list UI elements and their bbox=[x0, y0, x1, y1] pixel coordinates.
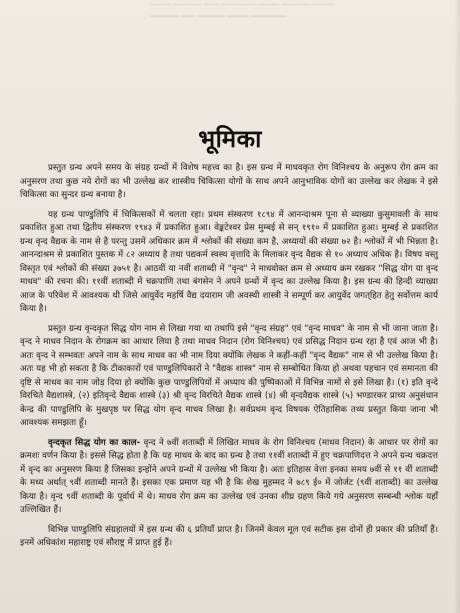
section-text: वृन्द ने ७वीं शताब्दी में लिखित माधव के रोग विनिश्चय (माधव निदान) के आधार पर रोगों का क्रमशः वर्णन किया है। इससे सिद्ध होता है कि यह माधव के बाद का ग्रन्थ है तथा ११वीं शताब्दी में हुए चक्रपाणिदत्त ने अपने ग्रन्थ चक्रदत्त में वृन्द का अनुसरण किया है जिसका इन्होंने अपने ग्रन्थों में उल्लेख भी किया है। अतः इतिहास वेत्ता इनका समय ७वीं से ११ वीं शताब्दी के मध्य अर्थात् ९वीं शताब्दी मानते हैं। इसका एक प्रमाण यह भी है कि शेख मुहम्मद ने ७८९ ई० में जोर्जट (९वीं शताब्दी) का उल्लेख किया है। वृन्द ९वीं शताब्दी के पूर्वार्ध में थे। माधव रोग क्रम का उल्लेख एवं उनका शीघ्र ग्रहण किये गये अनुसरण सम्बन्धी श्लोक यहाँ उल्लिखित हैं। bbox=[20, 437, 438, 515]
paragraph-manuscripts: विभिन्न पाण्डुलिपि संग्रहालयों में इस ग्रन्थ की ६ प्रतियाँ प्राप्त है। जिनमें केवल मूल एवं सटीक इस दोनों ही प्रकार की प्रतियाँ हैं। इनमें अधिकांश महाराष्ट्र एवं सौराष्ट्र में प्राप्त हुई हैं। bbox=[20, 524, 438, 548]
paragraph-naming: प्रस्तुत ग्रन्थ वृन्दकृत सिद्ध योग नाम से लिखा गया था तथापि इसे "वृन्द संग्रह" एवं "वृन्द माधव" के नाम से भी जाना जाता है। वृन्द ने माधव निदान के रोगक्रम का आधार लिया है तथा माधव निदान (रोग विनिश्चय) एवं प्रसिद्ध निदान ग्रन्थ रहा है एवं आज भी है। अतः वृन्द ने सम्भवतः अपने नाम के साथ माधव का भी नाम दिया क्योंकि लेखक ने कहीं-कहीं "वृन्द वैद्यक" नाम से भी उल्लेख किया है। अतः यह भी हो सकता है कि टीकाकारों एवं पाण्डुलिपिकारों ने "वैद्यक शास्त्र" नाम से सम्बोधित किया हो अथवा पहचान एवं समानता की दृष्टि से माधव का नाम जोड़ दिया हो क्योंकि कुछ पाण्डुलिपियों में अध्याय की पुष्पिकाओं में विभिन्न नामों से इसे लिखा है। (१) इति वृन्दे विरचिते वैद्यशास्त्रे, (२) इतिवृन्दे वैद्यक शास्त्रे (३) श्री वृन्द विरचिते वैद्यक शास्त्रे (४) श्री वृन्दवैद्यक शास्त्रे (५) भण्डारकर प्राच्य अनुसंधान केन्द्र की पाण्डुलिपि के मुखपृष्ठ पर सिद्ध योग वृन्द माधव लिखा है। सर्वप्रथम वृन्द विषयक ऐतिहासिक तथ्य प्रस्तुत किया जाना भी आवश्यक समझता हूँ। bbox=[20, 323, 438, 428]
page-title: भूमिका bbox=[198, 125, 262, 153]
show-through-text: ▔▔▔ ▔▔▔▔ ▔▔ ▔▔▔▔▔ ▔▔▔ ▔▔▔▔ ▔▔▔ ▔▔▔▔ ▔▔ ▔▔▔▔ ▔▔▔ ▔▔▔▔▔ bbox=[150, 5, 334, 27]
body-text bbox=[20, 162, 438, 553]
page-edge-shadow bbox=[454, 0, 460, 613]
section-heading: वृन्दकृत सिद्ध योग का काल- bbox=[48, 437, 141, 448]
paragraph-period bbox=[20, 437, 438, 518]
paragraph-intro: प्रस्तुत ग्रन्थ अपने समय के संग्रह ग्रन्थों में विशेष महत्त्व का है। इस ग्रन्थ में माधवकृत रोग विनिश्चय के अनुरूप रोग क्रम का अनुसरण तथा कुछ नये रोगों का भी उल्लेख कर शास्त्रीय चिकित्सा योगों के साथ अपने आनुभाविक योगों का उल्लेख कर लेखक ने इसे चिकित्सा का सुन्दर ग्रन्थ बनाया है। bbox=[20, 163, 438, 200]
paragraph-editions: यह ग्रन्थ पाण्डुलिपि में चिकित्सकों में चलता रहा। प्रथम संस्करण १८९४ में आनन्दाश्रम पूना से व्याख्या कुसुमावली के साथ प्रकाशित हुआ तथा द्वितीय संस्करण १९४३ में प्रकाशित हुआ। वेङ्कटेश्वर प्रेस मुम्बई से सन् १९१० में प्रकाशित हुआ। मुम्बई से प्रकाशित ग्रन्थ वृन्द वैद्यक के नाम से है परन्तु उसमें अधिकार क्रम में श्लोकों की संख्या कम है, अध्यायों की संख्या ७२ है। श्लोकों में भी भिन्नता है। आनन्दाश्रम से प्रकाशित पुस्तक में ८२ अध्याय है तथा पद्यकर्म स्वस्थ वृत्तादि के मिलाकर वृन्द वैद्यक से १० अध्याय अधिक है। विषय वस्तु विस्तृत एवं श्लोकों की संख्या ३७५१ है। आठवीं या नवीं शताब्दी में "वृन्द" ने माधवोक्त क्रम से अध्याय क्रम रखकर "सिद्ध योग या वृन्द माधव" की रचना की। ११वीं शताब्दी में चक्रपाणि तथा बंगसेन ने अपने ग्रन्थों में वृन्द का उल्लेख किया है। इस ग्रन्थ की हिन्दी व्याख्या आज के परिवेश में आवश्यक थी जिसे आयुर्वेद महर्षि वैद्य दयाराम जी अवस्थी शास्त्री ने सम्पूर्ण कर आयुर्वेद जगत्‌हित हेतु सर्वोत्तम कार्य किया है। bbox=[20, 209, 438, 314]
